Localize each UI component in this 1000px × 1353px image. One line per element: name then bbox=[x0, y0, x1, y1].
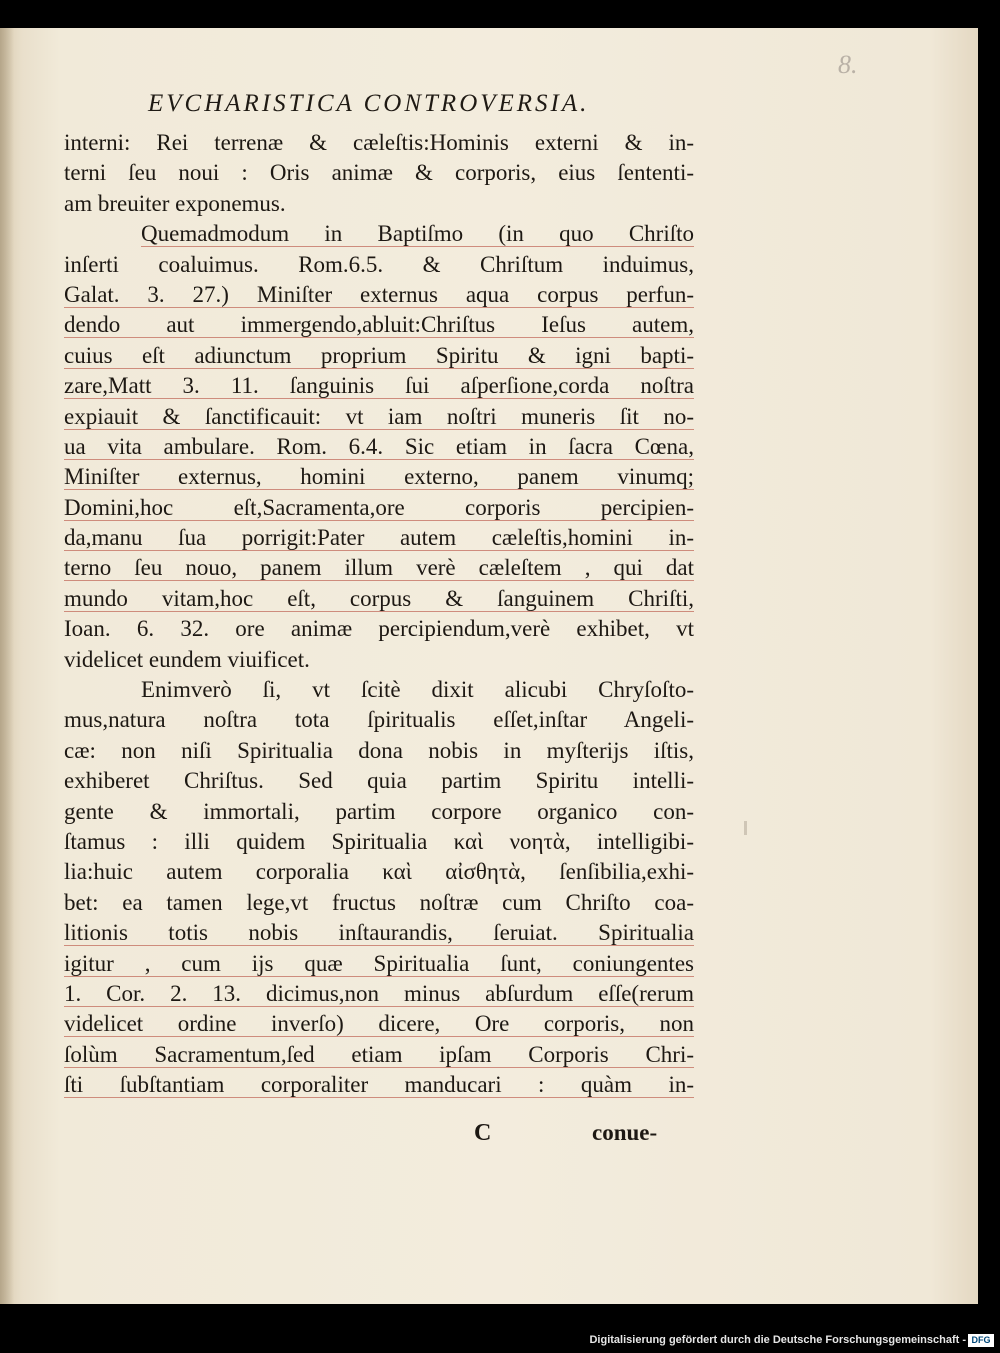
text-line: igitur , cum ijs quæ Spiritualia ſunt, coniungentes bbox=[64, 950, 694, 976]
text-line: Quemadmodum in Baptiſmo (in quo Chriſto bbox=[141, 221, 694, 247]
text-line: mus,natura noſtra tota ſpiritualis eſſet,inſtar Angeli- bbox=[64, 707, 694, 733]
margin-pencil-mark bbox=[744, 821, 747, 835]
gutter-shadow bbox=[0, 28, 14, 1304]
text-line: bet: ea tamen lege,vt fructus noſtræ cum Chriſto coa- bbox=[64, 889, 694, 915]
text-line: videlicet ordine inverſo) dicere, Ore corporis, non bbox=[64, 1011, 694, 1037]
text-line: interni: Rei terrenæ & cæleſtis:Hominis externi & in- bbox=[64, 130, 694, 155]
text-line: videlicet eundem viuificet. bbox=[64, 646, 310, 672]
text-line: terno ſeu nouo, panem illum verè cæleſtem , qui dat bbox=[64, 555, 694, 581]
text-line: Ioan. 6. 32. ore animæ percipiendum,verè exhibet, vt bbox=[64, 616, 694, 642]
text-line: cæ: non niſi Spiritualia dona nobis in myſterijs iſtis, bbox=[64, 737, 694, 763]
digitization-credit: Digitalisierung gefördert durch die Deutsche Forschungsgemeinschaft - bbox=[589, 1334, 966, 1346]
text-line: ua vita ambulare. Rom. 6.4. Sic etiam in ſacra Cœna, bbox=[64, 433, 694, 459]
book-page bbox=[0, 28, 978, 1304]
text-line: litionis totis nobis inſtaurandis, ſeruiat. Spiritualia bbox=[64, 920, 694, 946]
signature-mark: C bbox=[474, 1120, 492, 1146]
catchword: conue- bbox=[592, 1120, 658, 1145]
text-line: 1. Cor. 2. 13. dicimus,non minus abſurdum eſſe(rerum bbox=[64, 980, 694, 1006]
text-line: gente & immortali, partim corpore organico con- bbox=[64, 798, 694, 824]
text-line: ſti ſubſtantiam corporaliter manducari : quàm in- bbox=[64, 1072, 694, 1098]
text-line: dendo aut immergendo,abluit:Chriſtus Ieſus autem, bbox=[64, 312, 694, 338]
text-line: Galat. 3. 27.) Miniſter externus aqua corpus perfun- bbox=[64, 281, 694, 307]
text-line: Miniſter externus, homini externo, panem vinumq; bbox=[64, 464, 694, 490]
leaf-number: 8. bbox=[838, 50, 858, 79]
text-line: Domini,hoc eſt,Sacramenta,ore corporis percipien- bbox=[64, 494, 694, 520]
dfg-logo-icon: DFG bbox=[968, 1334, 994, 1347]
text-line: Enimverò ſi, vt ſcitè dixit alicubi Chryſoſto- bbox=[141, 677, 694, 703]
running-head: EVCHARISTICA CONTROVERSIA. bbox=[148, 90, 590, 117]
text-line: inſerti coaluimus. Rom.6.5. & Chriſtum induimus, bbox=[64, 251, 694, 277]
text-block bbox=[64, 128, 694, 1101]
text-line: ſtamus : illi quidem Spiritualia καὶ νοητὰ, intelligibi- bbox=[64, 828, 694, 854]
text-line: cuius eſt adiunctum proprium Spiritu & igni bapti- bbox=[64, 342, 694, 368]
text-line: zare,Matt 3. 11. ſanguinis ſui aſperſione,corda noſtra bbox=[64, 373, 694, 399]
text-line: terni ſeu noui : Oris animæ & corporis, eius ſententi- bbox=[64, 160, 694, 186]
text-line: lia:huic autem corporalia καὶ αἰσθητὰ, ſenſibilia,exhi- bbox=[64, 859, 694, 885]
text-line: exhiberet Chriſtus. Sed quia partim Spiritu intelli- bbox=[64, 768, 694, 794]
text-line: da,manu ſua porrigit:Pater autem cæleſtis,homini in- bbox=[64, 525, 694, 551]
text-line: mundo vitam,hoc eſt, corpus & ſanguinem Chriſti, bbox=[64, 585, 694, 611]
text-line: am breuiter exponemus. bbox=[64, 190, 286, 216]
text-line: expiauit & ſanctificauit: vt iam noſtri muneris ſit no- bbox=[64, 403, 694, 429]
text-line: ſolùm Sacramentum,ſed etiam ipſam Corporis Chri- bbox=[64, 1041, 694, 1067]
